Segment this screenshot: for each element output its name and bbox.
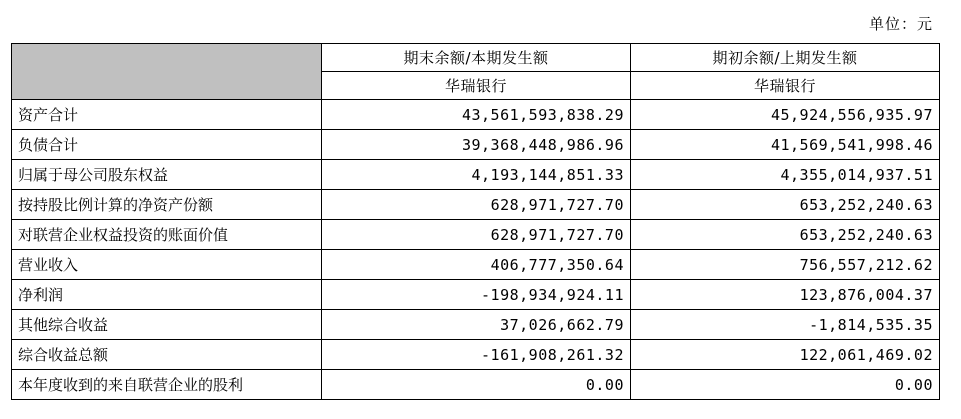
table-row [12, 190, 940, 220]
header-corner-cell [12, 44, 322, 100]
subheader-entity-prior: 华瑞银行 [631, 72, 940, 100]
value-prior: 0.00 [631, 370, 940, 400]
row-label: 本年度收到的来自联营企业的股利 [12, 370, 322, 400]
value-current: 628,971,727.70 [322, 190, 631, 220]
row-label: 净利润 [12, 280, 322, 310]
value-current: 406,777,350.64 [322, 250, 631, 280]
column-header-current: 期末余额/本期发生额 [322, 44, 631, 72]
value-prior: 653,252,240.63 [631, 190, 940, 220]
value-prior: 756,557,212.62 [631, 250, 940, 280]
row-label: 对联营企业权益投资的账面价值 [12, 220, 322, 250]
table-header-row [12, 44, 940, 72]
value-prior: 123,876,004.37 [631, 280, 940, 310]
table-row [12, 280, 940, 310]
row-label: 资产合计 [12, 100, 322, 130]
table-row [12, 160, 940, 190]
value-current: 43,561,593,838.29 [322, 100, 631, 130]
column-header-prior: 期初余额/上期发生额 [631, 44, 940, 72]
table-row [12, 310, 940, 340]
table-row [12, 340, 940, 370]
value-prior: -1,814,535.35 [631, 310, 940, 340]
table-row [12, 250, 940, 280]
value-current: 628,971,727.70 [322, 220, 631, 250]
value-prior: 4,355,014,937.51 [631, 160, 940, 190]
value-current: 0.00 [322, 370, 631, 400]
value-current: -198,934,924.11 [322, 280, 631, 310]
value-prior: 122,061,469.02 [631, 340, 940, 370]
unit-label: 单位：元 [868, 15, 933, 33]
table-row [12, 370, 940, 400]
table-row [12, 130, 940, 160]
table-row [12, 220, 940, 250]
row-label: 负债合计 [12, 130, 322, 160]
value-current: 39,368,448,986.96 [322, 130, 631, 160]
row-label: 综合收益总额 [12, 340, 322, 370]
value-current: -161,908,261.32 [322, 340, 631, 370]
table-row [12, 100, 940, 130]
value-prior: 41,569,541,998.46 [631, 130, 940, 160]
value-prior: 45,924,556,935.97 [631, 100, 940, 130]
value-prior: 653,252,240.63 [631, 220, 940, 250]
value-current: 37,026,662.79 [322, 310, 631, 340]
subheader-entity-current: 华瑞银行 [322, 72, 631, 100]
row-label: 归属于母公司股东权益 [12, 160, 322, 190]
row-label: 其他综合收益 [12, 310, 322, 340]
value-current: 4,193,144,851.33 [322, 160, 631, 190]
row-label: 营业收入 [12, 250, 322, 280]
row-label: 按持股比例计算的净资产份额 [12, 190, 322, 220]
financial-summary-table [11, 43, 940, 400]
